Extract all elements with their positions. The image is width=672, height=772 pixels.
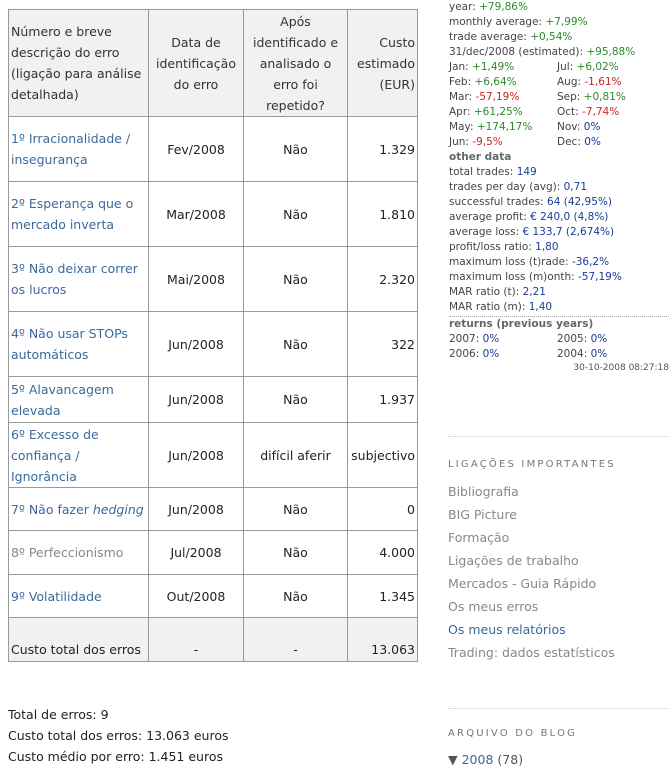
table-header-row (9, 10, 418, 117)
blog-archive (448, 752, 523, 767)
error-repeated: Não (244, 117, 348, 182)
important-links-list (448, 480, 615, 664)
sidebar-divider (448, 708, 668, 709)
error-cost: 0 (348, 488, 418, 531)
other-stat-row: maximum loss (t)rade: -36,2% (449, 256, 610, 268)
error-date: Mar/2008 (149, 182, 244, 247)
error-description-cell (9, 488, 149, 531)
month-return-row: May: +174,17% Nov: 0% (449, 121, 601, 133)
other-stat-row: MAR ratio (t): 2,21 (449, 286, 546, 298)
table-row (9, 182, 418, 247)
error-date: Jun/2008 (149, 377, 244, 423)
links-section-title: LIGAÇÕES IMPORTANTES (448, 459, 616, 470)
other-stat-row: average loss: € 133,7 (2,674%) (449, 226, 615, 238)
table-row (9, 423, 418, 488)
monthly-returns (449, 60, 669, 150)
table-row (9, 117, 418, 182)
error-repeated: Não (244, 575, 348, 618)
total-repeated: - (244, 618, 348, 662)
error-repeated: Não (244, 377, 348, 423)
header-repeated: Após identificado e analisado o erro foi repetido? (244, 10, 348, 117)
header-description: Número e breve descrição do erro (ligação para análise detalhada) (9, 10, 149, 117)
month-return-row: Feb: +6,64% Aug: -1,61% (449, 76, 622, 88)
error-link[interactable]: 8º Perfeccionismo (11, 545, 124, 560)
stat-estimated: 31/dec/2008 (estimated): +95,88% (449, 46, 636, 58)
sidebar-link[interactable]: Mercados - Guia Rápido (448, 576, 597, 591)
error-repeated: Não (244, 312, 348, 377)
error-date: Fev/2008 (149, 117, 244, 182)
total-date: - (149, 618, 244, 662)
error-description-cell (9, 247, 149, 312)
other-stat-row: total trades: 149 (449, 166, 537, 178)
returns-header: returns (previous years) (449, 318, 594, 330)
other-stat-row: successful trades: 64 (42,95%) (449, 196, 612, 208)
table-row (9, 531, 418, 575)
error-link[interactable]: 6º Excesso de confiança / Ignorância (11, 426, 99, 484)
sidebar-link[interactable]: Trading: dados estatísticos (448, 645, 615, 660)
error-link[interactable]: 9º Volatilidade (11, 588, 102, 604)
error-date: Out/2008 (149, 575, 244, 618)
table-row (9, 377, 418, 423)
other-stat-row: trades per day (avg): 0,71 (449, 181, 588, 193)
error-link[interactable]: 2º Esperança que o mercado inverta (11, 196, 134, 232)
error-date: Mai/2008 (149, 247, 244, 312)
table-row (9, 575, 418, 618)
archive-year-count: (78) (497, 752, 524, 767)
trading-stats-widget (449, 0, 669, 374)
error-description-cell (9, 575, 149, 618)
error-description-cell (9, 377, 149, 423)
error-summary (8, 704, 228, 767)
stat-monthly-average: monthly average: +7,99% (449, 16, 588, 28)
table-total-row (9, 618, 418, 662)
error-date: Jul/2008 (149, 531, 244, 575)
table-row (9, 488, 418, 531)
average-error-cost: Custo médio por erro: 1.451 euros (8, 749, 223, 764)
error-cost: 1.937 (348, 377, 418, 423)
error-cost: 1.329 (348, 117, 418, 182)
other-data-list (449, 165, 669, 315)
sidebar-link[interactable]: BIG Picture (448, 507, 517, 522)
sidebar-link[interactable]: Bibliografia (448, 484, 519, 499)
other-stat-row: profit/loss ratio: 1,80 (449, 241, 559, 253)
other-stat-row: average profit: € 240,0 (4,8%) (449, 211, 609, 223)
error-description-cell (9, 182, 149, 247)
previous-years-returns (449, 332, 669, 362)
error-cost: subjectivo (348, 423, 418, 488)
error-repeated: difícil aferir (244, 423, 348, 488)
sidebar-link[interactable]: Formação (448, 530, 510, 545)
stat-trade-average: trade average: +0,54% (449, 31, 573, 43)
previous-year-row: 2007: 0% 2005: 0% (449, 333, 608, 345)
total-errors-count: Total de erros: 9 (8, 707, 109, 722)
sidebar-divider (448, 436, 668, 437)
error-repeated: Não (244, 247, 348, 312)
error-cost: 322 (348, 312, 418, 377)
errors-table (8, 9, 418, 662)
stats-timestamp: 30-10-2008 08:27:18 (573, 363, 669, 373)
error-description-cell (9, 312, 149, 377)
error-date: Jun/2008 (149, 488, 244, 531)
total-label: Custo total dos erros (9, 618, 149, 662)
error-date: Jun/2008 (149, 312, 244, 377)
error-link[interactable]: 1º Irracionalidade / insegurança (11, 131, 131, 167)
error-repeated: Não (244, 182, 348, 247)
sidebar-link[interactable]: Ligações de trabalho (448, 553, 579, 568)
other-stat-row: maximum loss (m)onth: -57,19% (449, 271, 622, 283)
error-link[interactable]: 5º Alavancagem elevada (11, 381, 114, 418)
archive-section-title: ARQUIVO DO BLOG (448, 728, 578, 739)
archive-toggle-icon[interactable]: ▼ (448, 752, 458, 767)
error-link[interactable]: 4º Não usar STOPs automáticos (11, 326, 128, 362)
previous-year-row: 2006: 0% 2004: 0% (449, 348, 608, 360)
total-cost: 13.063 (348, 618, 418, 662)
other-stat-row: MAR ratio (m): 1,40 (449, 301, 553, 313)
month-return-row: Apr: +61,25% Oct: -7,74% (449, 106, 620, 118)
error-repeated: Não (244, 488, 348, 531)
month-return-row: Jun: -9,5% Dec: 0% (449, 136, 601, 148)
stat-year: year: +79,86% (449, 1, 528, 13)
header-date: Data de identificação do erro (149, 10, 244, 117)
error-cost: 4.000 (348, 531, 418, 575)
archive-year-link[interactable]: 2008 (461, 752, 494, 767)
table-row (9, 247, 418, 312)
error-cost: 2.320 (348, 247, 418, 312)
total-errors-cost: Custo total dos erros: 13.063 euros (8, 728, 229, 743)
other-data-header: other data (449, 151, 512, 163)
month-return-row: Mar: -57,19% Sep: +0,81% (449, 91, 626, 103)
error-repeated: Não (244, 531, 348, 575)
header-cost: Custo estimado (EUR) (348, 10, 418, 117)
error-description-cell (9, 531, 149, 575)
sidebar-link[interactable]: Os meus erros (448, 599, 539, 614)
month-return-row: Jan: +1,49% Jul: +6,02% (449, 61, 619, 73)
error-link[interactable]: 3º Não deixar correr os lucros (11, 261, 138, 297)
sidebar-link[interactable]: Os meus relatórios (448, 622, 566, 637)
error-link[interactable]: 7º Não fazer hedging (11, 501, 144, 517)
error-date: Jun/2008 (149, 423, 244, 488)
table-row (9, 312, 418, 377)
error-cost: 1.345 (348, 575, 418, 618)
error-cost: 1.810 (348, 182, 418, 247)
error-description-cell (9, 423, 149, 488)
error-description-cell (9, 117, 149, 182)
